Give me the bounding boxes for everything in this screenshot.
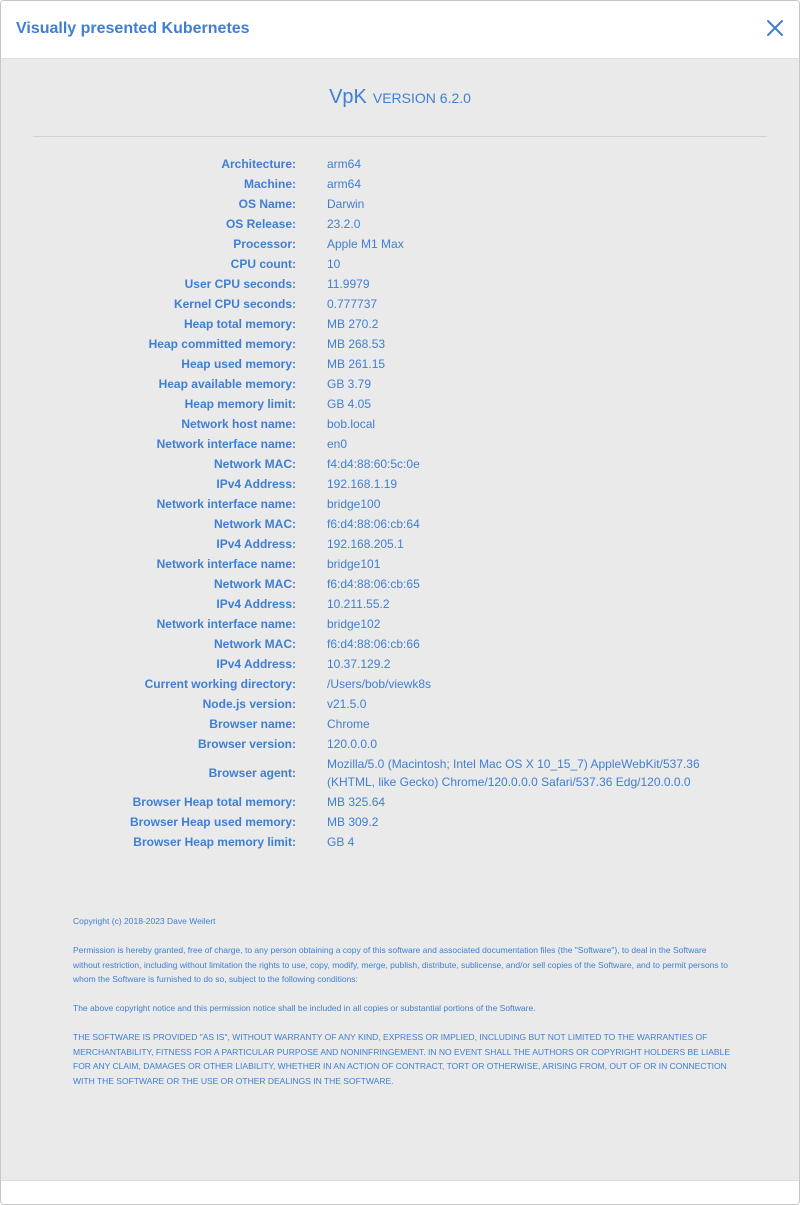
info-value: Chrome (327, 717, 370, 731)
info-value: MB 268.53 (327, 337, 386, 351)
info-row (1, 594, 799, 614)
info-label: OS Name: (238, 197, 296, 211)
app-version: VERSION 6.2.0 (372, 90, 471, 106)
info-label: Kernel CPU seconds: (173, 297, 296, 311)
info-value: f6:d4:88:06:cb:66 (327, 637, 420, 651)
info-value: bob.local (327, 417, 376, 431)
info-label: OS Release: (225, 217, 296, 231)
info-label: Processor: (233, 237, 296, 251)
info-row (1, 154, 799, 174)
info-row (1, 514, 799, 534)
info-label: Network interface name: (156, 617, 296, 631)
info-label: Current working directory: (144, 677, 296, 691)
info-value: 192.168.1.19 (327, 477, 398, 491)
info-row (1, 614, 799, 634)
info-row (1, 554, 799, 574)
info-row (1, 174, 799, 194)
info-value: arm64 (327, 157, 362, 171)
info-row (1, 694, 799, 714)
warranty-paragraph: THE SOFTWARE IS PROVIDED "AS IS", WITHOUT WARRANTY OF ANY KIND, EXPRESS OR IMPLIED, INCLUDING BUT NOT LIMITED TO THE WARRANTIES OF MERCHANTABILITY, FITNESS FOR A PARTICULAR PURPOSE AND NONINFRINGEMENT. IN NO EVENT SHALL THE AUTHORS OR COPYRIGHT HOLDERS BE LIABLE FOR ANY CLAIM, DAMAGES OR OTHER LIABILITY, WHETHER IN AN ACTION OF CONTRACT, TORT OR OTHERWISE, ARISING FROM, OUT OF OR IN CONNECTION WITH THE SOFTWARE OR THE USE OR OTHER DEALINGS IN THE SOFTWARE. (73, 1032, 730, 1086)
license-text (73, 914, 733, 1103)
info-label: Browser name: (209, 717, 296, 731)
info-label: IPv4 Address: (216, 597, 296, 611)
info-row (1, 474, 799, 494)
copyright-notice: Copyright (c) 2018-2023 Dave Weilert (73, 916, 216, 926)
info-value: bridge100 (327, 497, 381, 511)
dialog-header (1, 1, 799, 59)
info-value: MB 325.64 (327, 795, 386, 809)
info-row (1, 634, 799, 654)
info-row (1, 294, 799, 314)
notice-paragraph: The above copyright notice and this permission notice shall be included in all copies or substantial portions of the Software. (73, 1003, 536, 1013)
info-row (1, 792, 799, 812)
info-label: Heap committed memory: (148, 337, 296, 351)
info-label: Network MAC: (213, 637, 296, 651)
info-label: Network interface name: (156, 437, 296, 451)
info-value: f6:d4:88:06:cb:65 (327, 577, 420, 591)
info-row (1, 234, 799, 254)
info-label: Network host name: (181, 417, 296, 431)
info-row (1, 754, 799, 792)
info-label: Network MAC: (213, 457, 296, 471)
info-row (1, 734, 799, 754)
info-label: Network MAC: (213, 517, 296, 531)
info-value: Mozilla/5.0 (Macintosh; Intel Mac OS X 10_15_7) AppleWebKit/537.36 (KHTML, like Gecko) Chrome/120.0.0.0 Safari/537.36 Edg/120.0.0.0 (327, 757, 700, 789)
info-label: Heap used memory: (181, 357, 296, 371)
info-value: bridge102 (327, 617, 381, 631)
info-row (1, 454, 799, 474)
info-value: f6:d4:88:06:cb:64 (327, 517, 420, 531)
info-row (1, 714, 799, 734)
info-value: 10 (327, 257, 341, 271)
info-row (1, 654, 799, 674)
info-row (1, 534, 799, 554)
info-value: Apple M1 Max (327, 237, 404, 251)
info-row (1, 314, 799, 334)
dialog-body (1, 59, 799, 1180)
info-label: User CPU seconds: (184, 277, 296, 291)
info-value: MB 270.2 (327, 317, 379, 331)
info-row (1, 354, 799, 374)
info-value: bridge101 (327, 557, 381, 571)
divider (33, 136, 767, 137)
info-value: MB 309.2 (327, 815, 379, 829)
info-value: GB 4 (327, 835, 355, 849)
info-label: Machine: (243, 177, 296, 191)
info-label: Browser Heap total memory: (132, 795, 296, 809)
info-value: v21.5.0 (327, 697, 367, 711)
info-label: Architecture: (221, 157, 296, 171)
dialog-title: Visually presented Kubernetes (16, 20, 250, 37)
info-label: IPv4 Address: (216, 657, 296, 671)
info-value: 23.2.0 (327, 217, 361, 231)
info-row (1, 832, 799, 852)
app-heading (1, 86, 799, 109)
info-row (1, 194, 799, 214)
info-row (1, 414, 799, 434)
info-value: 10.37.129.2 (327, 657, 391, 671)
info-value: MB 261.15 (327, 357, 386, 371)
info-row (1, 394, 799, 414)
info-value: 120.0.0.0 (327, 737, 378, 751)
info-label: IPv4 Address: (216, 537, 296, 551)
info-label: Heap available memory: (158, 377, 296, 391)
info-row (1, 674, 799, 694)
info-value: /Users/bob/viewk8s (327, 677, 432, 691)
info-label: Network MAC: (213, 577, 296, 591)
info-value: 192.168.205.1 (327, 537, 404, 551)
info-row (1, 374, 799, 394)
info-row (1, 494, 799, 514)
info-value: GB 3.79 (327, 377, 372, 391)
close-button[interactable] (765, 18, 785, 38)
app-name: VpK (329, 86, 367, 108)
info-row (1, 334, 799, 354)
dialog-footer (1, 1180, 799, 1205)
info-label: Browser Heap memory limit: (133, 835, 296, 849)
info-label: IPv4 Address: (216, 477, 296, 491)
info-row (1, 214, 799, 234)
close-icon[interactable] (765, 18, 785, 38)
info-row (1, 254, 799, 274)
info-value: Darwin (327, 197, 365, 211)
info-value: arm64 (327, 177, 362, 191)
info-value: 11.9979 (327, 277, 370, 291)
info-label: Network interface name: (156, 557, 296, 571)
info-label: Network interface name: (156, 497, 296, 511)
info-label: Heap total memory: (183, 317, 296, 331)
info-label: Node.js version: (202, 697, 296, 711)
info-row (1, 434, 799, 454)
info-value: f4:d4:88:60:5c:0e (327, 457, 420, 471)
info-value: GB 4.05 (327, 397, 372, 411)
system-info-list (1, 154, 799, 852)
info-value: 10.211.55.2 (327, 597, 390, 611)
permission-paragraph: Permission is hereby granted, free of charge, to any person obtaining a copy of this software and associated documentation files (the "Software"), to deal in the Software without restriction, including without limitation the rights to use, copy, modify, merge, publish, distribute, sublicense, and/or sell copies of the Software, and to permit persons to whom the Software is furnished to do so, subject to the following conditions: (73, 945, 728, 984)
info-row (1, 812, 799, 832)
info-row (1, 274, 799, 294)
info-value: 0.777737 (327, 297, 378, 311)
info-label: Browser agent: (208, 766, 296, 780)
info-label: Browser version: (197, 737, 296, 751)
info-row (1, 574, 799, 594)
info-label: Heap memory limit: (184, 397, 296, 411)
info-label: Browser Heap used memory: (129, 815, 296, 829)
info-value: en0 (327, 437, 348, 451)
info-label: CPU count: (230, 257, 296, 271)
